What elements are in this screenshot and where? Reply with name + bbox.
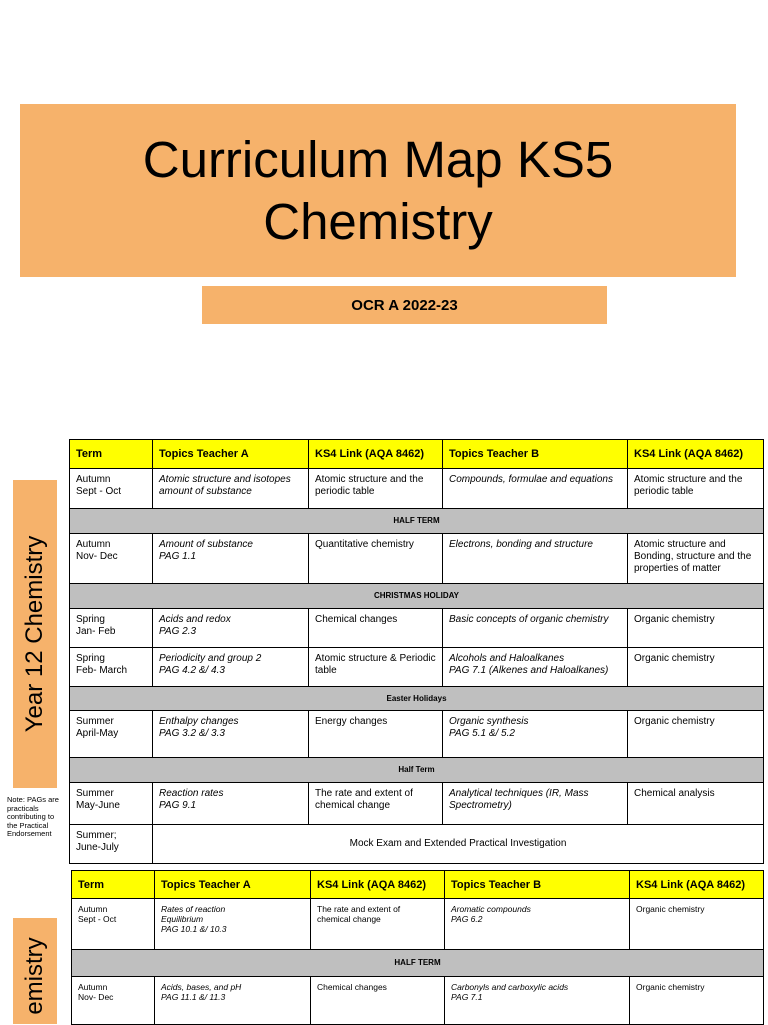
topic-teacher-a-cell	[155, 977, 311, 1025]
cell-line: Energy changes	[315, 716, 388, 727]
exam-board-banner	[202, 286, 607, 324]
ks4-link-b-cell	[628, 469, 764, 509]
ks4-link-a-cell	[309, 711, 443, 758]
ks4-link-b-cell	[630, 899, 764, 950]
table-header-row	[70, 440, 764, 469]
ks4-link-b-cell	[630, 977, 764, 1025]
topic-teacher-a-cell	[153, 711, 309, 758]
cell-line: Carbonyls and carboxylic acids	[451, 982, 569, 992]
ks4-link-b-cell	[628, 711, 764, 758]
term-cell	[70, 534, 153, 584]
table-row	[70, 469, 764, 509]
table-row	[70, 534, 764, 584]
cell-line: Atomic structure and	[634, 539, 726, 550]
column-header: KS4 Link (AQA 8462)	[309, 440, 443, 469]
cell-line: Summer	[76, 788, 114, 799]
cell-line: Organic chemistry	[636, 904, 705, 914]
cell-line: Spring	[76, 653, 105, 664]
term-break-label: Half Term	[70, 758, 764, 783]
cell-line: PAG 9.1	[159, 800, 197, 811]
year13-table	[71, 870, 764, 1025]
topic-teacher-b-cell	[443, 469, 628, 509]
cell-line: Sept - Oct	[78, 914, 117, 924]
table-row	[72, 977, 764, 1025]
term-break-row	[70, 758, 764, 783]
table-row	[72, 899, 764, 950]
cell-line: periodic table	[315, 486, 375, 497]
cell-line: Enthalpy changes	[159, 716, 239, 727]
cell-line: Quantitative chemistry	[315, 539, 414, 550]
column-header: Topics Teacher A	[155, 871, 311, 899]
table-row	[70, 711, 764, 758]
cell-line: Organic chemistry	[634, 614, 715, 625]
cell-line: Organic chemistry	[636, 982, 705, 992]
column-header: KS4 Link (AQA 8462)	[628, 440, 764, 469]
ks4-link-a-cell	[311, 977, 445, 1025]
year12-table	[69, 439, 764, 864]
cell-line: Autumn	[78, 982, 108, 992]
term-cell	[72, 977, 155, 1025]
cell-line: Periodicity and group 2	[159, 653, 262, 664]
term-cell	[70, 711, 153, 758]
cell-line: amount of substance	[159, 486, 252, 497]
cell-line: PAG 6.2	[451, 914, 483, 924]
cell-line: Bonding, structure and the	[634, 551, 752, 562]
cell-line: properties of matter	[634, 563, 721, 574]
cell-line: PAG 2.3	[159, 626, 197, 637]
cell-line: May-June	[76, 800, 120, 811]
cell-line: Chemical analysis	[634, 788, 715, 799]
year13-label: emistry	[21, 937, 48, 1015]
cell-line: Acids, bases, and pH	[161, 982, 242, 992]
year12-label: Year 12 Chemistry	[21, 535, 48, 733]
table-row	[70, 648, 764, 687]
topic-teacher-a-cell	[153, 783, 309, 825]
cell-line: Acids and redox	[159, 614, 231, 625]
topic-teacher-b-cell	[443, 711, 628, 758]
term-cell	[70, 825, 153, 864]
cell-line: PAG 5.1 &/ 5.2	[449, 728, 515, 739]
cell-line: Analytical techniques (IR, Mass	[449, 788, 589, 799]
cell-line: periodic table	[634, 486, 694, 497]
cell-line: Autumn	[76, 539, 111, 550]
ks4-link-a-cell	[309, 469, 443, 509]
term-cell	[72, 899, 155, 950]
term-cell	[70, 648, 153, 687]
year13-side-label	[13, 918, 57, 1024]
year12-side-label	[13, 480, 57, 788]
term-cell	[70, 469, 153, 509]
cell-line: Equilibrium	[161, 914, 204, 924]
cell-line: Autumn	[76, 474, 111, 485]
cell-line: Atomic structure and isotopes	[159, 474, 291, 485]
cell-line: Jan- Feb	[76, 626, 116, 637]
cell-line: Rates of reaction	[161, 904, 226, 914]
cell-line: Compounds, formulae and equations	[449, 474, 613, 485]
cell-line: Electrons, bonding and structure	[449, 539, 593, 550]
cell-line: Chemical changes	[315, 614, 398, 625]
cell-line: Alcohols and Haloalkanes	[449, 653, 565, 664]
table-row	[70, 825, 764, 864]
cell-line: June-July	[76, 842, 119, 853]
cell-line: Reaction rates	[159, 788, 224, 799]
ks4-link-a-cell	[309, 609, 443, 648]
ks4-link-a-cell	[309, 534, 443, 584]
page-title-line-2: Chemistry	[263, 192, 493, 250]
column-header: KS4 Link (AQA 8462)	[311, 871, 445, 899]
cell-line: Atomic structure & Periodic	[315, 653, 436, 664]
column-header: Topics Teacher B	[443, 440, 628, 469]
term-break-row	[72, 950, 764, 977]
ks4-link-b-cell	[628, 609, 764, 648]
term-break-label: HALF TERM	[70, 509, 764, 534]
cell-line: Organic synthesis	[449, 716, 529, 727]
cell-line: Spring	[76, 614, 105, 625]
ks4-link-b-cell	[628, 783, 764, 825]
cell-line: chemical change	[317, 914, 381, 924]
column-header: Topics Teacher A	[153, 440, 309, 469]
term-break-label: HALF TERM	[72, 950, 764, 977]
cell-line: Nov- Dec	[76, 551, 118, 562]
column-header: Term	[70, 440, 153, 469]
table-header-row	[72, 871, 764, 899]
cell-line: Atomic structure and the	[634, 474, 743, 485]
cell-line: April-May	[76, 728, 119, 739]
column-header: Topics Teacher B	[445, 871, 630, 899]
cell-line: Feb- March	[76, 665, 128, 676]
cell-line: Nov- Dec	[78, 992, 114, 1002]
topic-teacher-a-cell	[153, 469, 309, 509]
ks4-link-a-cell	[311, 899, 445, 950]
cell-line: Chemical changes	[317, 982, 387, 992]
topic-teacher-b-cell	[443, 609, 628, 648]
column-header: Term	[72, 871, 155, 899]
ks4-link-a-cell	[309, 648, 443, 687]
cell-line: The rate and extent of	[317, 904, 401, 914]
merged-activity-cell: Mock Exam and Extended Practical Investigation	[153, 825, 764, 864]
topic-teacher-b-cell	[443, 783, 628, 825]
exam-board-label: OCR A 2022-23	[351, 296, 458, 314]
page-title-line-1: Curriculum Map KS5	[142, 130, 614, 188]
topic-teacher-b-cell	[443, 648, 628, 687]
cell-line: PAG 4.2 &/ 4.3	[159, 665, 225, 676]
topic-teacher-a-cell	[153, 648, 309, 687]
cell-line: Organic chemistry	[634, 716, 715, 727]
term-cell	[70, 609, 153, 648]
cell-line: table	[315, 665, 337, 676]
cell-line: PAG 3.2 &/ 3.3	[159, 728, 225, 739]
ks4-link-b-cell	[628, 534, 764, 584]
topic-teacher-a-cell	[155, 899, 311, 950]
cell-line: PAG 11.1 &/ 11.3	[161, 992, 226, 1002]
term-break-row	[70, 584, 764, 609]
cell-line: PAG 10.1 &/ 10.3	[161, 924, 227, 934]
table-row	[70, 783, 764, 825]
title-banner	[20, 104, 736, 277]
term-break-row	[70, 509, 764, 534]
topic-teacher-a-cell	[153, 534, 309, 584]
topic-teacher-b-cell	[443, 534, 628, 584]
term-break-row	[70, 687, 764, 711]
term-break-label: CHRISTMAS HOLIDAY	[70, 584, 764, 609]
cell-line: Summer	[76, 716, 114, 727]
cell-line: Atomic structure and the	[315, 474, 424, 485]
cell-line: The rate and extent of	[315, 788, 413, 799]
cell-line: PAG 1.1	[159, 551, 197, 562]
topic-teacher-a-cell	[153, 609, 309, 648]
cell-line: Sept - Oct	[76, 486, 122, 497]
ks4-link-b-cell	[628, 648, 764, 687]
table-row	[70, 609, 764, 648]
column-header: KS4 Link (AQA 8462)	[630, 871, 764, 899]
cell-line: Basic concepts of organic chemistry	[449, 614, 609, 625]
cell-line: PAG 7.1 (Alkenes and Haloalkanes)	[449, 665, 609, 676]
topic-teacher-b-cell	[445, 977, 630, 1025]
cell-line: Amount of substance	[159, 539, 253, 550]
cell-line: Autumn	[78, 904, 108, 914]
cell-line: Aromatic compounds	[451, 904, 531, 914]
cell-line: PAG 7.1	[451, 992, 483, 1002]
cell-line: chemical change	[315, 800, 391, 811]
term-break-label: Easter Holidays	[70, 687, 764, 711]
cell-line: Organic chemistry	[634, 653, 715, 664]
term-cell	[70, 783, 153, 825]
ks4-link-a-cell	[309, 783, 443, 825]
cell-line: Summer;	[76, 830, 117, 841]
cell-line: Spectrometry)	[449, 800, 512, 811]
pag-note: Note: PAGs are practicals contributing to the Practical Endorsement	[7, 795, 59, 838]
topic-teacher-b-cell	[445, 899, 630, 950]
